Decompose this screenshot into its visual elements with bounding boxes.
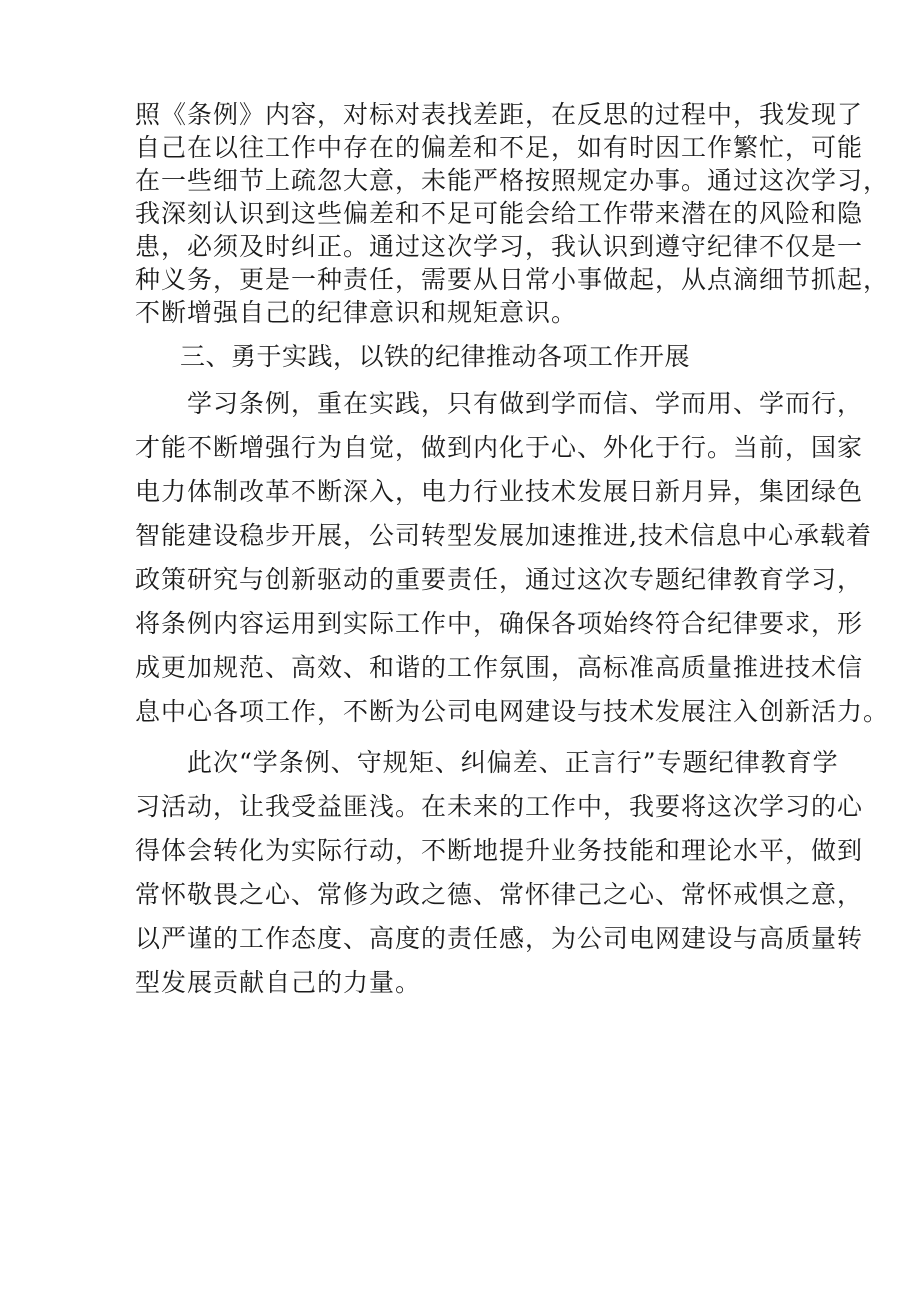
paragraph-3-line: 得体会转化为实际行动，不断地提升业务技能和理论水平，做到 [135, 836, 864, 865]
paragraph-1-line: 患，必须及时纠正。通过这次学习，我认识到遵守纪律不仅是一 [135, 232, 864, 261]
paragraph-2-line: 电力体制改革不断深入，电力行业技术发展日新月异，集团绿色 [135, 477, 864, 506]
paragraph-2-line: 学习条例，重在实践，只有做到学而信、学而用、学而行， [135, 389, 864, 418]
paragraph-1-line: 自己在以往工作中存在的偏差和不足，如有时因工作繁忙，可能 [135, 133, 864, 162]
paragraph-2-line: 政策研究与创新驱动的重要责任，通过这次专题纪律教育学习， [135, 565, 864, 594]
paragraph-2-line: 将条例内容运用到实际工作中，确保各项始终符合纪律要求，形 [135, 609, 864, 638]
paragraph-1-line: 照《条例》内容，对标对表找差距，在反思的过程中，我发现了 [135, 100, 864, 129]
paragraph-2-line: 智能建设稳步开展，公司转型发展加速推进,技术信息中心承载着 [135, 521, 872, 550]
paragraph-1-line: 我深刻认识到这些偏差和不足可能会给工作带来潜在的风险和隐 [135, 199, 864, 228]
paragraph-3-line: 习活动，让我受益匪浅。在未来的工作中，我要将这次学习的心 [135, 792, 864, 821]
paragraph-3-line: 此次“学条例、守规矩、纠偏差、正言行”专题纪律教育学 [135, 748, 839, 777]
paragraph-2-line: 成更加规范、高效、和谐的工作氛围，高标准高质量推进技术信 [135, 653, 864, 682]
paragraph-1-line: 不断增强自己的纪律意识和规矩意识。 [135, 298, 578, 327]
paragraph-2-line: 息中心各项工作，不断为公司电网建设与技术发展注入创新活力。 [135, 697, 890, 726]
paragraph-3-line: 以严谨的工作态度、高度的责任感，为公司电网建设与高质量转 [135, 924, 864, 953]
paragraph-3-line: 型发展贡献自己的力量。 [135, 968, 422, 997]
paragraph-1-line: 种义务，更是一种责任，需要从日常小事做起，从点滴细节抓起， [135, 265, 890, 294]
paragraph-1-line: 在一些细节上疏忽大意，未能严格按照规定办事。通过这次学习， [135, 166, 890, 195]
paragraph-3-line: 常怀敬畏之心、常修为政之德、常怀律己之心、常怀戒惧之意， [135, 880, 864, 909]
paragraph-2-line: 才能不断增强行为自觉，做到内化于心、外化于行。当前，国家 [135, 433, 864, 462]
section-heading: 三、勇于实践，以铁的纪律推动各项工作开展 [180, 342, 691, 371]
